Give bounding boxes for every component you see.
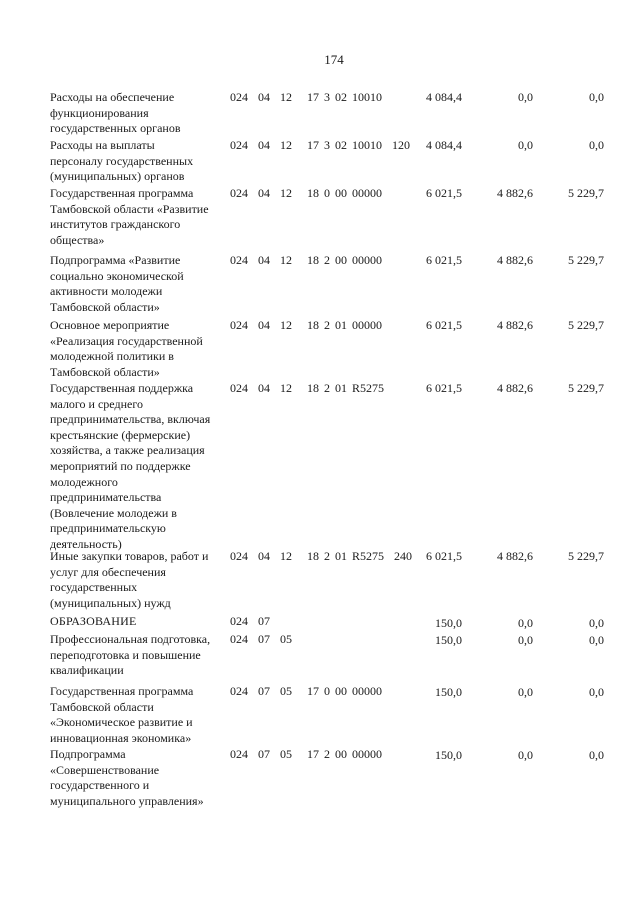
row-name-line: Тамбовской области» <box>50 299 160 314</box>
row-name-line: Профессиональная подготовка, <box>50 632 211 646</box>
row-name-line: мероприятий по поддержке <box>50 458 191 473</box>
row-name-line: предпринимательства, включая <box>50 412 211 427</box>
row-name-line: Государственная поддержка <box>50 381 194 395</box>
row-code: 024 04 12 18 2 01 R5275 240 <box>230 549 413 563</box>
row-value-v2: 4 882,6 <box>497 549 533 563</box>
row-name-line: общества» <box>50 232 105 247</box>
row-name-line: Подпрограмма «Развитие <box>50 253 181 267</box>
row-value-v2: 4 882,6 <box>497 186 533 200</box>
row-value-v3: 5 229,7 <box>568 186 604 200</box>
row-value-v2: 4 882,6 <box>497 253 533 267</box>
row-name-line: предпринимательства <box>50 490 162 505</box>
row-name-line: Подпрограмма <box>50 747 126 761</box>
row-value-v3: 5 229,7 <box>568 318 604 332</box>
row-name <box>50 186 232 248</box>
row-name-line: деятельность) <box>50 536 122 551</box>
row-code: 024 04 12 17 3 02 10010 120 <box>230 138 410 152</box>
row-name <box>50 318 232 380</box>
row-name-line: молодежного <box>50 474 118 489</box>
row-name <box>50 381 232 553</box>
row-value-v2: 0,0 <box>518 748 533 762</box>
page-number: 174 <box>324 52 344 67</box>
row-name-line: Иные закупки товаров, работ и <box>50 549 209 563</box>
row-value-v1: 150,0 <box>435 748 462 762</box>
row-name <box>50 90 232 137</box>
row-name <box>50 549 232 611</box>
row-name-line: (Вовлечение молодежи в <box>50 505 177 520</box>
row-code: 024 07 <box>230 614 270 628</box>
row-value-v2: 0,0 <box>518 616 533 630</box>
row-name <box>50 614 232 630</box>
row-value-v2: 4 882,6 <box>497 381 533 395</box>
row-value-v3: 5 229,7 <box>568 549 604 563</box>
row-value-v3: 5 229,7 <box>568 381 604 395</box>
row-value-v1: 150,0 <box>435 685 462 699</box>
row-value-v1: 6 021,5 <box>426 253 462 267</box>
row-name-line: Тамбовской области «Развитие <box>50 201 209 216</box>
row-name-line: социально экономической <box>50 268 184 283</box>
row-code: 024 07 05 17 0 00 00000 <box>230 684 382 698</box>
row-code: 024 07 05 <box>230 632 292 646</box>
row-value-v3: 0,0 <box>589 90 604 104</box>
row-name <box>50 684 232 746</box>
row-name-line: (муниципальных) нужд <box>50 595 171 610</box>
row-code: 024 04 12 17 3 02 10010 <box>230 90 382 104</box>
row-name-line: крестьянские (фермерские) <box>50 427 191 442</box>
row-code: 024 04 12 18 2 01 00000 <box>230 318 382 332</box>
row-value-v3: 5 229,7 <box>568 253 604 267</box>
row-name-line: функционирования <box>50 105 149 120</box>
row-value-v3: 0,0 <box>589 633 604 647</box>
row-value-v2: 0,0 <box>518 90 533 104</box>
row-value-v1: 6 021,5 <box>426 318 462 332</box>
row-value-v1: 4 084,4 <box>426 90 462 104</box>
row-name-line: персоналу государственных <box>50 153 194 168</box>
row-name-line: предпринимательскую <box>50 521 166 536</box>
row-name <box>50 138 232 185</box>
row-name-line: государственных <box>50 580 138 595</box>
row-name-line: Тамбовской области <box>50 699 154 714</box>
row-code: 024 07 05 17 2 00 00000 <box>230 747 382 761</box>
row-name-line: инновационная экономика» <box>50 730 192 745</box>
row-value-v2: 4 882,6 <box>497 318 533 332</box>
row-name <box>50 253 232 315</box>
row-name-line: «Совершенствование <box>50 762 160 777</box>
row-name-line: Государственная программа <box>50 186 194 200</box>
row-value-v3: 0,0 <box>589 616 604 630</box>
row-value-v2: 0,0 <box>518 633 533 647</box>
row-value-v3: 0,0 <box>589 748 604 762</box>
row-value-v1: 6 021,5 <box>426 549 462 563</box>
row-name-line: институтов гражданского <box>50 217 181 232</box>
row-name-line: Государственная программа <box>50 684 194 698</box>
row-value-v1: 150,0 <box>435 633 462 647</box>
row-value-v1: 150,0 <box>435 616 462 630</box>
row-name-line: государственного и <box>50 778 150 793</box>
row-name-line: Расходы на обеспечение <box>50 90 175 104</box>
row-value-v1: 6 021,5 <box>426 186 462 200</box>
row-value-v3: 0,0 <box>589 138 604 152</box>
row-name-line: Расходы на выплаты <box>50 138 155 152</box>
row-name-line: услуг для обеспечения <box>50 564 166 579</box>
row-value-v1: 4 084,4 <box>426 138 462 152</box>
row-code: 024 04 12 18 2 00 00000 <box>230 253 382 267</box>
row-name-line: активности молодежи <box>50 284 163 299</box>
row-value-v2: 0,0 <box>518 685 533 699</box>
row-name-line: хозяйства, а также реализация <box>50 443 205 458</box>
row-code: 024 04 12 18 0 00 00000 <box>230 186 382 200</box>
row-name-line: переподготовка и повышение <box>50 647 201 662</box>
row-name-line: (муниципальных) органов <box>50 169 185 184</box>
row-name-line: Основное мероприятие <box>50 318 170 332</box>
row-name-line: малого и среднего <box>50 396 143 411</box>
row-name <box>50 632 232 679</box>
row-name-line: муниципального управления» <box>50 793 204 808</box>
row-code: 024 04 12 18 2 01 R5275 <box>230 381 385 395</box>
row-value-v3: 0,0 <box>589 685 604 699</box>
row-name-line: Тамбовской области» <box>50 364 160 379</box>
row-name-line: государственных органов <box>50 121 181 136</box>
row-name-line: «Экономическое развитие и <box>50 715 193 730</box>
row-name-line: молодежной политики в <box>50 349 174 364</box>
row-value-v1: 6 021,5 <box>426 381 462 395</box>
row-name <box>50 747 232 809</box>
row-name-line: ОБРАЗОВАНИЕ <box>50 614 137 628</box>
row-name-line: «Реализация государственной <box>50 333 203 348</box>
row-name-line: квалификации <box>50 663 124 678</box>
row-value-v2: 0,0 <box>518 138 533 152</box>
